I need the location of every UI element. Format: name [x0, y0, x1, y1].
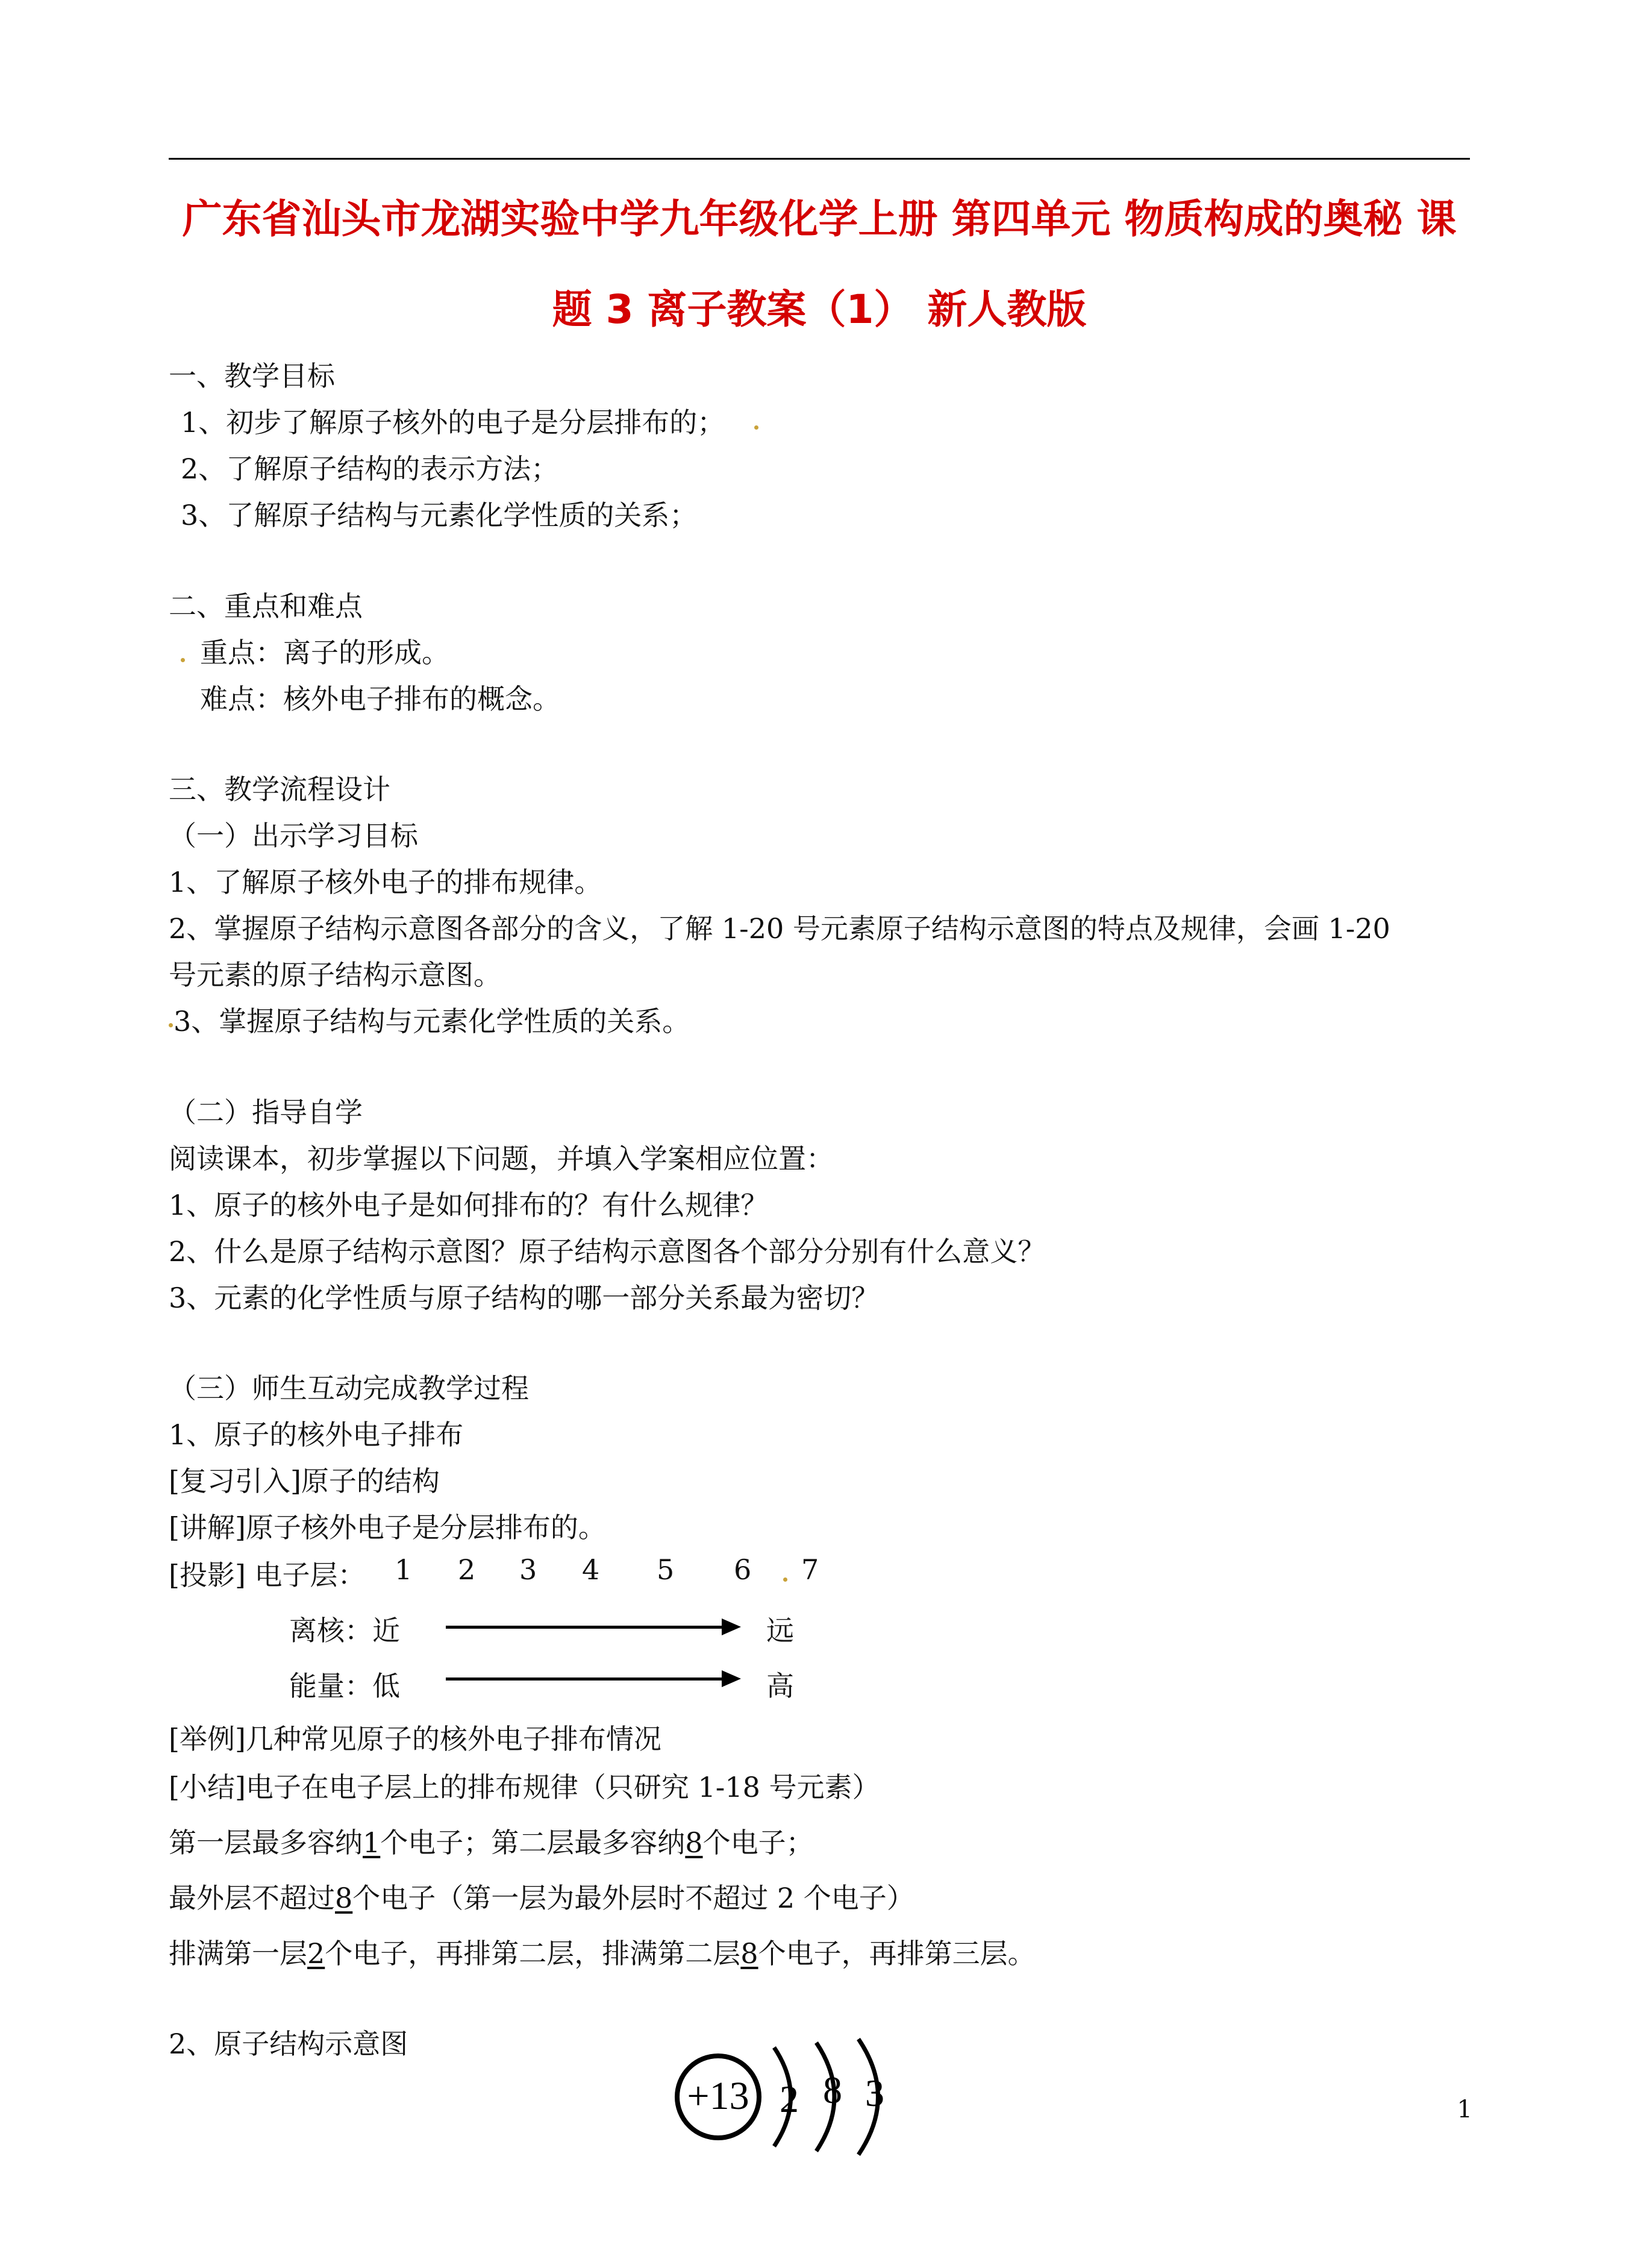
atomic-structure-diagram — [669, 2037, 922, 2157]
projection-label: [投影] 电子层： — [169, 1559, 366, 1591]
shell-electron-count: 3 — [865, 2072, 884, 2114]
rule-2-text-b: 个电子（第一层为最外层时不超过 2 个电子） — [352, 1882, 914, 1914]
scan-artifact-dot — [754, 425, 758, 430]
distance-end: 远 — [766, 1614, 794, 1647]
rule-1-text-c: 个电子； — [702, 1826, 814, 1859]
header-rule — [169, 158, 1470, 160]
objective-3: 3、了解原子结构与元素化学性质的关系； — [181, 499, 698, 531]
self-study-intro: 阅读课本，初步掌握以下问题，并填入学案相应位置： — [169, 1142, 834, 1175]
layer-number: 5 — [657, 1553, 675, 1586]
question-2: 2、什么是原子结构示意图？原子结构示意图各个部分分别有什么意义？ — [169, 1235, 1046, 1268]
rule-3-text-c: 个电子，再排第三层。 — [758, 1937, 1036, 1970]
part-3-heading: （三）师生互动完成教学过程 — [169, 1372, 529, 1405]
scan-artifact-dot — [181, 658, 185, 662]
distance-label: 离核：近 — [289, 1614, 400, 1647]
step-2-heading: 2、原子结构示意图 — [169, 2028, 408, 2060]
learning-goal-1: 1、了解原子核外电子的排布规律。 — [169, 866, 602, 898]
layer-number: 3 — [519, 1553, 537, 1586]
rule-1-text-b: 个电子；第二层最多容纳 — [380, 1826, 686, 1859]
layer-number: 1 — [395, 1553, 413, 1586]
section-1-heading: 一、教学目标 — [169, 360, 335, 392]
section-2-heading: 二、重点和难点 — [169, 590, 363, 622]
summary-line: [小结]电子在电子层上的排布规律（只研究 1-18 号元素） — [169, 1771, 880, 1803]
scan-artifact-dot — [169, 1023, 173, 1027]
learning-goal-3: 3、掌握原子结构与元素化学性质的关系。 — [174, 1005, 690, 1038]
page-number: 1 — [1457, 2096, 1472, 2123]
learning-goal-2-cont: 号元素的原子结构示意图。 — [169, 959, 501, 991]
layer-number: 6 — [734, 1553, 752, 1586]
review-intro: [复习引入]原子的结构 — [169, 1465, 440, 1497]
part-2-heading: （二）指导自学 — [169, 1096, 363, 1129]
rule-2-text-a: 最外层不超过 — [169, 1882, 335, 1914]
rule-3-text-b: 个电子，再排第二层，排满第二层 — [325, 1937, 741, 1970]
question-3: 3、元素的化学性质与原子结构的哪一部分关系最为密切？ — [169, 1282, 880, 1314]
rule-3-text-a: 排满第一层 — [169, 1937, 307, 1970]
rule-1-value-2: 8 — [685, 1826, 703, 1859]
learning-goal-2: 2、掌握原子结构示意图各部分的含义，了解 1-20 号元素原子结构示意图的特点及规律，会画 1-20 — [169, 912, 1390, 945]
rule-3-value-1: 2 — [307, 1937, 325, 1970]
rule-1 — [169, 1821, 814, 1861]
rule-3-value-2: 8 — [740, 1937, 758, 1970]
objective-1: 1、初步了解原子核外的电子是分层排布的； — [181, 406, 725, 439]
energy-arrow — [446, 1678, 723, 1681]
distance-arrow — [446, 1626, 723, 1629]
section-3-heading: 三、教学流程设计 — [169, 773, 390, 806]
energy-end: 高 — [766, 1670, 794, 1702]
shell-electron-count: 8 — [823, 2069, 842, 2111]
rule-1-text-a: 第一层最多容纳 — [169, 1826, 363, 1859]
rule-2-value: 8 — [335, 1882, 353, 1914]
example-line: [举例]几种常见原子的核外电子排布情况 — [169, 1723, 661, 1755]
document-title-line-1: 广东省汕头市龙湖实验中学九年级化学上册 第四单元 物质构成的奥秘 课 — [182, 196, 1457, 242]
part-1-heading: （一）出示学习目标 — [169, 819, 418, 852]
energy-label: 能量：低 — [289, 1670, 400, 1702]
step-1-heading: 1、原子的核外电子排布 — [169, 1418, 464, 1451]
rule-3 — [169, 1932, 1036, 1972]
rule-1-value-1: 1 — [363, 1826, 381, 1859]
key-point: 重点：离子的形成。 — [200, 636, 449, 669]
document-title-line-2: 题 3 离子教案（1） 新人教版 — [552, 286, 1087, 333]
objective-2: 2、了解原子结构的表示方法； — [181, 453, 559, 485]
question-1: 1、原子的核外电子是如何排布的？有什么规律？ — [169, 1189, 769, 1221]
difficult-point: 难点：核外电子排布的概念。 — [200, 683, 560, 715]
layer-number: 2 — [458, 1553, 476, 1586]
scan-artifact-dot — [783, 1577, 787, 1582]
layer-number: 7 — [801, 1553, 819, 1586]
nucleus-charge: +13 — [687, 2074, 749, 2118]
rule-2 — [169, 1876, 914, 1916]
layer-number: 4 — [582, 1553, 600, 1586]
shell-electron-count: 2 — [780, 2078, 799, 2120]
explanation: [讲解]原子核外电子是分层排布的。 — [169, 1511, 606, 1544]
